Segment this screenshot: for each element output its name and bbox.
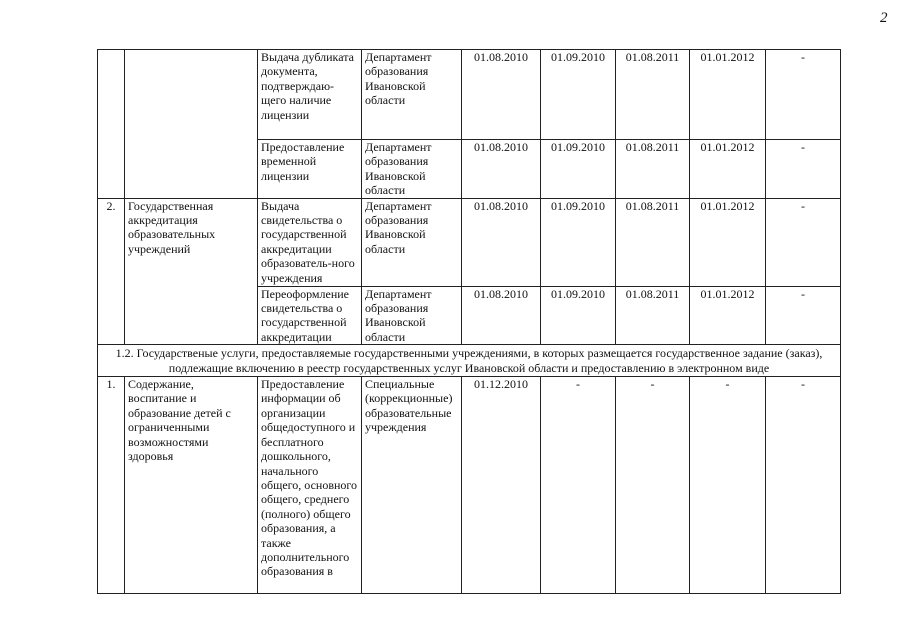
date-1: 01.08.2010 — [462, 140, 541, 199]
table-row — [98, 198, 841, 286]
date-4: 01.01.2012 — [690, 286, 766, 345]
table-row — [98, 50, 841, 140]
service-group — [125, 50, 258, 199]
provider: Специальные (коррекционные) образовательные учреждения — [362, 377, 462, 594]
date-3: 01.08.2011 — [616, 140, 690, 199]
date-2: 01.09.2010 — [541, 140, 616, 199]
date-3: 01.08.2011 — [616, 286, 690, 345]
date-2: 01.09.2010 — [541, 50, 616, 140]
service-name: Переоформление свидетельства о государственной аккредитации — [258, 286, 362, 345]
service-name: Предоставление временной лицензии — [258, 140, 362, 199]
date-4: 01.01.2012 — [690, 198, 766, 286]
date-1: 01.08.2010 — [462, 50, 541, 140]
date-1: 01.12.2010 — [462, 377, 541, 594]
date-5: - — [766, 198, 841, 286]
date-3: 01.08.2011 — [616, 50, 690, 140]
date-4: 01.01.2012 — [690, 50, 766, 140]
date-1: 01.08.2010 — [462, 198, 541, 286]
date-2: - — [541, 377, 616, 594]
table-row — [98, 377, 841, 594]
provider: Департамент образования Ивановской области — [362, 140, 462, 199]
section-row — [98, 345, 841, 377]
service-name: Выдача свидетельства о государственной аккредитации образователь-ного учреждения — [258, 198, 362, 286]
date-1: 01.08.2010 — [462, 286, 541, 345]
row-number — [98, 50, 125, 199]
services-table — [97, 49, 841, 594]
date-5: - — [766, 140, 841, 199]
row-number: 2. — [98, 198, 125, 345]
date-3: - — [616, 377, 690, 594]
date-5: - — [766, 377, 841, 594]
date-2: 01.09.2010 — [541, 286, 616, 345]
service-name: Предоставление информации об организации общедоступного и бесплатного дошкольного, начального общего, основного общего, среднего (полного) общего образования, а также дополнительного образования в — [258, 377, 362, 594]
service-group: Содержание, воспитание и образование детей с ограниченными возможностями здоровья — [125, 377, 258, 594]
date-4: - — [690, 377, 766, 594]
date-3: 01.08.2011 — [616, 198, 690, 286]
row-number: 1. — [98, 377, 125, 594]
service-name: Выдача дубликата документа, подтверждаю-щего наличие лицензии — [258, 50, 362, 140]
date-5: - — [766, 50, 841, 140]
section-heading: 1.2. Государственые услуги, предоставляемые государственными учреждениями, в которых размещается государственное задание (заказ), подлежащие включению в реестр государственных услуг Ивановской области и предоставлению в электронном виде — [98, 345, 841, 377]
provider: Департамент образования Ивановской области — [362, 50, 462, 140]
date-5: - — [766, 286, 841, 345]
provider: Департамент образования Ивановской области — [362, 198, 462, 286]
provider: Департамент образования Ивановской области — [362, 286, 462, 345]
page-number: 2 — [880, 10, 888, 26]
service-group: Государственная аккредитация образовательных учреждений — [125, 198, 258, 345]
date-4: 01.01.2012 — [690, 140, 766, 199]
date-2: 01.09.2010 — [541, 198, 616, 286]
